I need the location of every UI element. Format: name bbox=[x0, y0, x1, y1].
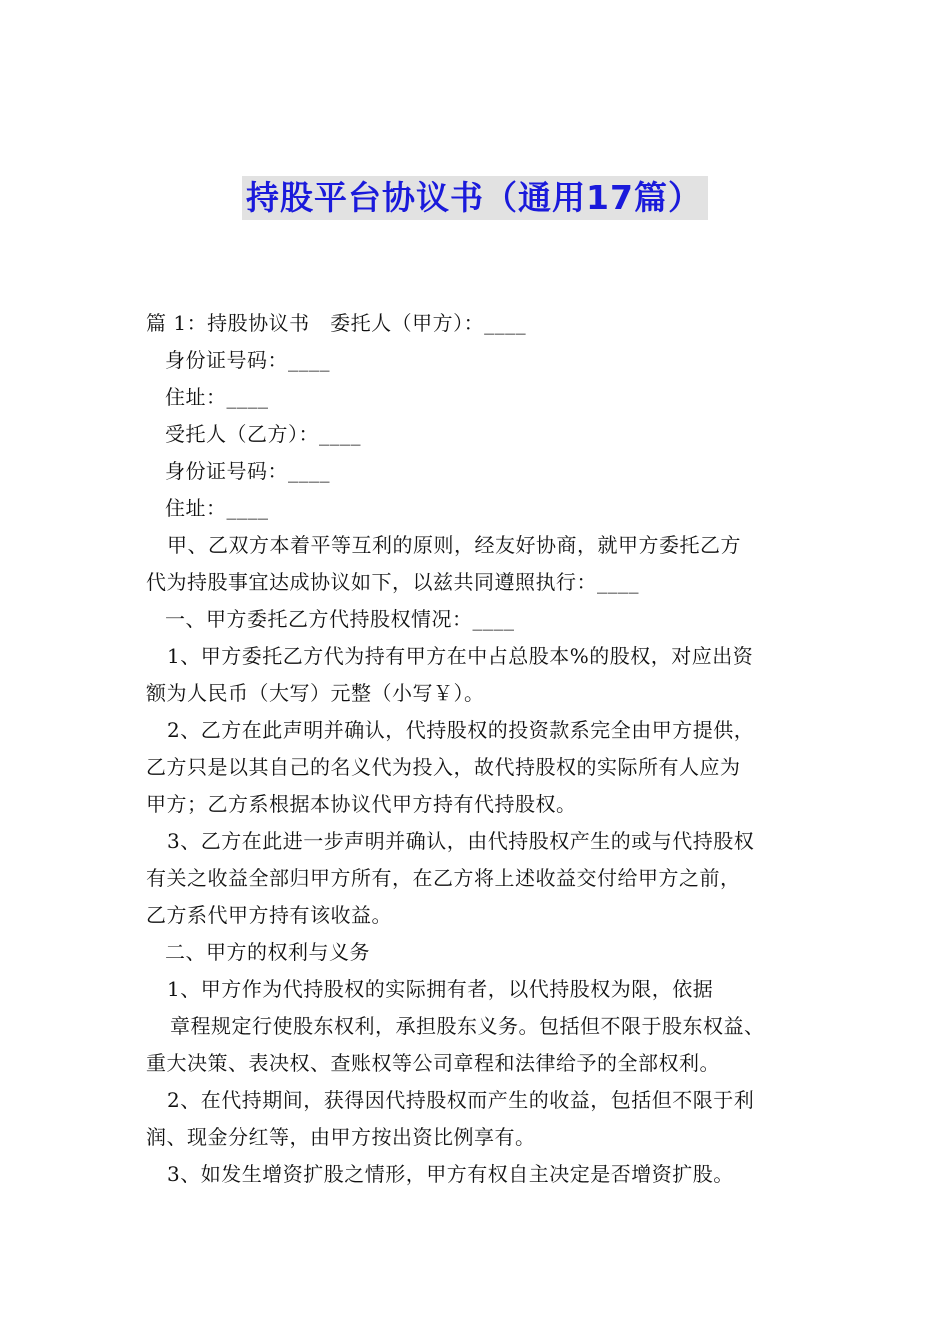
title-container bbox=[0, 176, 950, 220]
paragraph-line: 2、在代持期间，获得因代持股权而产生的收益，包括但不限于利 bbox=[167, 1088, 755, 1112]
paragraph-line: 身份证号码：____ bbox=[165, 348, 330, 372]
paragraph-line: 章程规定行使股东权利，承担股东义务。包括但不限于股东权益、 bbox=[170, 1014, 765, 1038]
paragraph-line: 篇 1：持股协议书 委托人（甲方）：____ bbox=[146, 311, 527, 335]
paragraph-line: 1、甲方作为代持股权的实际拥有者，以代持股权为限，依据 bbox=[167, 977, 714, 1001]
paragraph-line: 住址：____ bbox=[165, 496, 269, 520]
paragraph-line: 甲、乙双方本着平等互利的原则，经友好协商，就甲方委托乙方 bbox=[167, 533, 741, 557]
paragraph-line: 乙方只是以其自己的名义代为投入，故代持股权的实际所有人应为 bbox=[146, 755, 741, 779]
paragraph-line: 受托人（乙方）：____ bbox=[165, 422, 361, 446]
paragraph-line: 润、现金分红等，由甲方按出资比例享有。 bbox=[146, 1125, 536, 1149]
paragraph-line: 二、甲方的权利与义务 bbox=[165, 940, 370, 964]
paragraph-line: 1、甲方委托乙方代为持有甲方在中占总股本%的股权，对应出资 bbox=[167, 644, 754, 668]
paragraph-line: 重大决策、表决权、查账权等公司章程和法律给予的全部权利。 bbox=[146, 1051, 720, 1075]
paragraph-line: 乙方系代甲方持有该收益。 bbox=[146, 903, 392, 927]
paragraph-line: 住址：____ bbox=[165, 385, 269, 409]
paragraph-line: 有关之收益全部归甲方所有，在乙方将上述收益交付给甲方之前， bbox=[146, 866, 741, 890]
paragraph-line: 甲方；乙方系根据本协议代甲方持有代持股权。 bbox=[146, 792, 577, 816]
document-body bbox=[146, 305, 826, 1193]
paragraph-line: 3、乙方在此进一步声明并确认，由代持股权产生的或与代持股权 bbox=[167, 829, 755, 853]
paragraph-line: 代为持股事宜达成协议如下，以兹共同遵照执行：____ bbox=[146, 570, 639, 594]
paragraph-line: 3、如发生增资扩股之情形，甲方有权自主决定是否增资扩股。 bbox=[167, 1162, 734, 1186]
paragraph-line: 额为人民币（大写）元整（小写￥）。 bbox=[146, 681, 485, 705]
paragraph-line: 身份证号码：____ bbox=[165, 459, 330, 483]
document-title: 持股平台协议书（通用17篇） bbox=[242, 176, 708, 220]
paragraph-line: 一、甲方委托乙方代持股权情况：____ bbox=[165, 607, 515, 631]
paragraph-line: 2、乙方在此声明并确认，代持股权的投资款系完全由甲方提供， bbox=[167, 718, 755, 742]
